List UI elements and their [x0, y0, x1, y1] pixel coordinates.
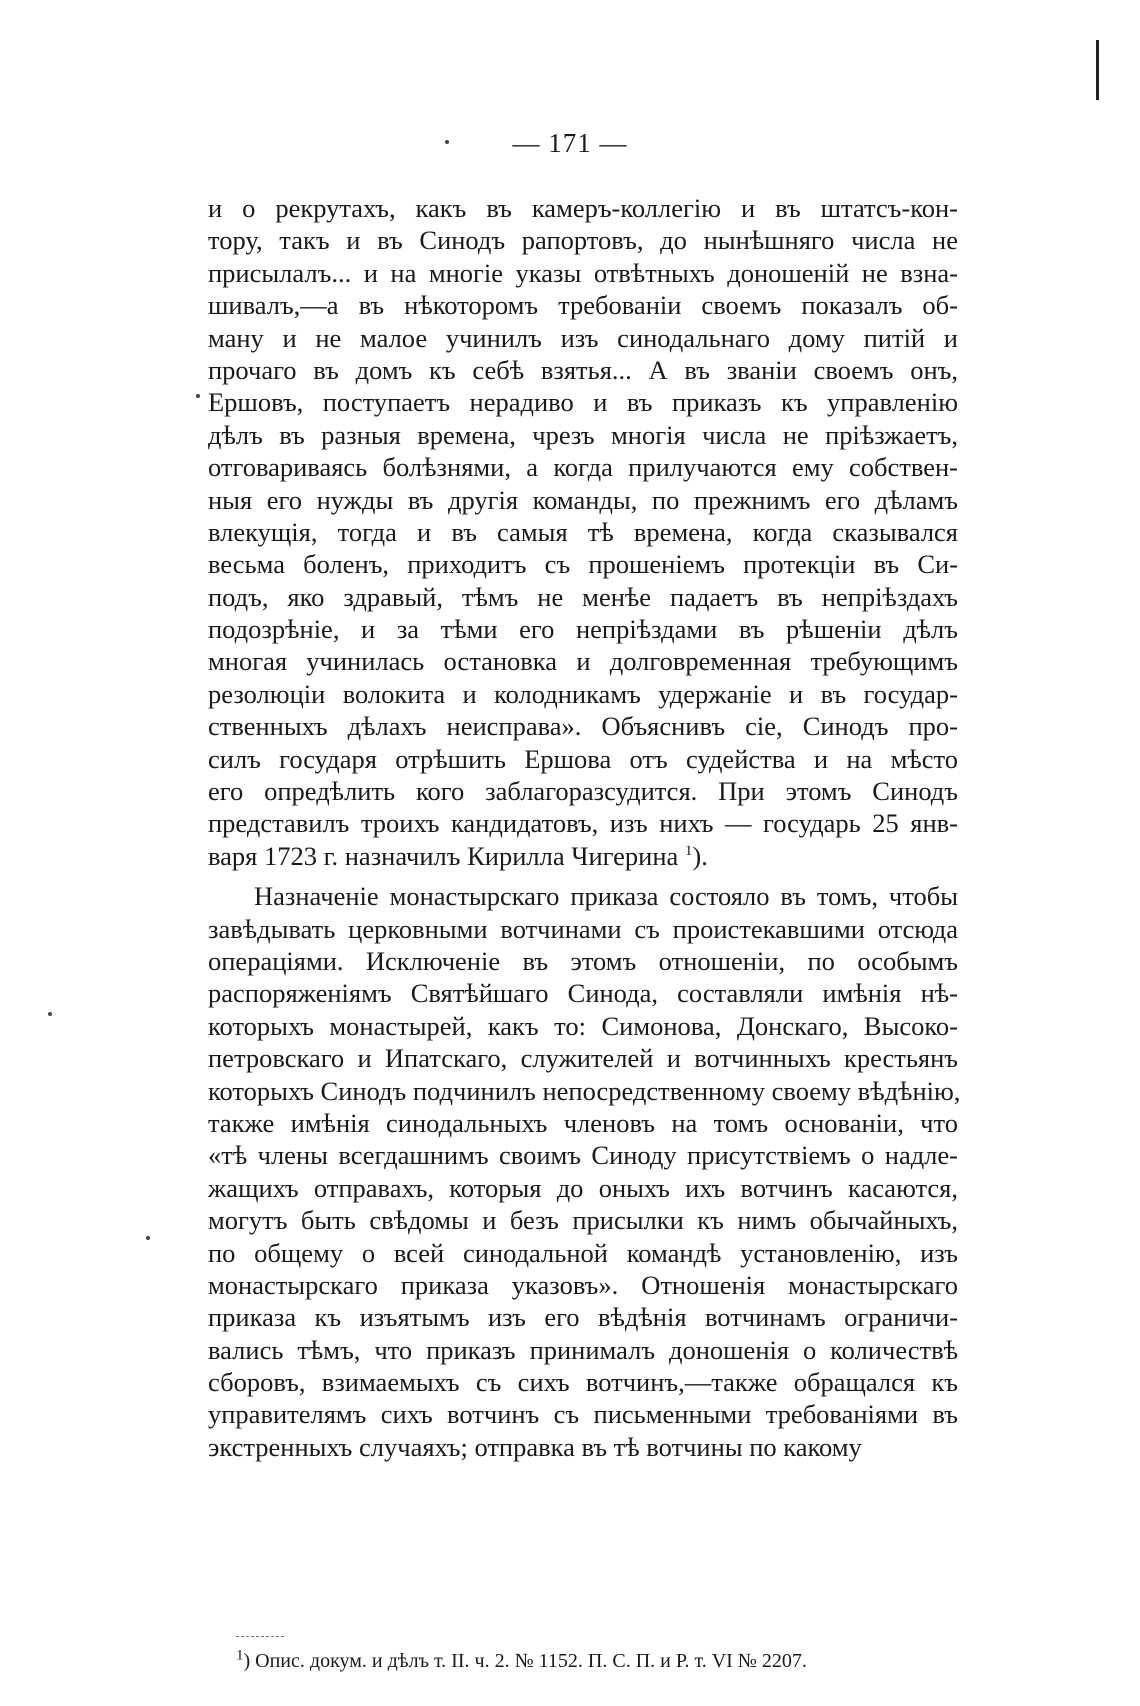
- text-line: которыхъ Синодъ подчинилъ непосредственному своему вѣдѣнію,: [208, 1075, 961, 1106]
- text-line: представилъ троихъ кандидатовъ, изъ нихъ — государь 25 янв-: [208, 808, 958, 839]
- paragraph-gap: [208, 872, 958, 880]
- text-line: его опредѣлить кого заблагоразсудится. При этомъ Синодъ: [208, 776, 958, 807]
- page-number: — 171 —: [512, 128, 628, 158]
- text-line: ныя его нужды въ другія команды, по прежнимъ его дѣламъ: [208, 484, 958, 515]
- text-line: резолюціи волокита и колодникамъ удержаніе и въ государ-: [208, 678, 958, 709]
- text-line: приказа къ изъятымъ изъ его вѣдѣнія вотчинамъ ограничи-: [208, 1302, 958, 1333]
- text-line: шивалъ,—а въ нѣкоторомъ требованіи своемъ показалъ об-: [208, 290, 958, 321]
- footnote-text: ) Опис. докум. и дѣлъ т. II. ч. 2. № 1152. П. С. П. и Р. т. VI № 2207.: [243, 1650, 807, 1672]
- text-line: подъ, яко здравый, тѣмъ не менѣе падаетъ въ непріѣздахъ: [208, 581, 958, 612]
- text-line: присылалъ... и на многіе указы отвѣтныхъ доношеній не взна-: [208, 257, 958, 288]
- text-line: жащихъ отправахъ, которыя до оныхъ ихъ вотчинъ касаются,: [208, 1172, 958, 1203]
- text-line: силъ государя отрѣшить Ершова отъ судейства и на мѣсто: [208, 743, 958, 774]
- text-line: распоряженіямъ Святѣйшаго Синода, составляли имѣнія нѣ-: [208, 978, 958, 1009]
- footnote-marker: 1: [236, 1647, 244, 1664]
- text-line: по общему о всей синодальной командѣ установленію, изъ: [208, 1237, 958, 1268]
- text-line: влекущія, тогда и въ самыя тѣ времена, когда сказывался: [208, 516, 958, 547]
- text-line: монастырскаго приказа указовъ». Отношенія монастырскаго: [208, 1269, 958, 1300]
- text-line: также имѣнія синодальныхъ членовъ на томъ основаніи, что: [208, 1107, 958, 1138]
- scan-speck: [146, 1236, 150, 1240]
- paragraph: [208, 880, 961, 1463]
- text-line: отговариваясь болѣзнями, а когда прилучаются ему собствен-: [208, 452, 958, 483]
- scan-speck: [48, 1012, 52, 1016]
- text-line: варя 1723 г. назначилъ Кирилла Чигерина: [208, 840, 679, 871]
- paragraph: [208, 192, 958, 872]
- text-line: ственныхъ дѣлахъ неисправа». Объяснивъ сіе, Синодъ про-: [208, 711, 958, 742]
- line-tail: ).: [692, 840, 708, 871]
- text-line: Назначеніе монастырскаго приказа состояло въ томъ, чтобы: [254, 881, 958, 912]
- footnote: [236, 1648, 956, 1674]
- footnote-rule: [236, 1636, 284, 1637]
- text-line: весьма боленъ, приходитъ съ прошеніемъ протекціи въ Си-: [208, 549, 958, 580]
- text-line: завѣдывать церковными вотчинами съ проистекавшими отсюда: [208, 913, 958, 944]
- text-line: подозрѣніе, и за тѣми его непріѣздами въ рѣшеніи дѣлъ: [208, 614, 958, 645]
- text-line: управителямъ сихъ вотчинъ съ письменными требованіями въ: [208, 1399, 958, 1430]
- body-text: [208, 192, 961, 1463]
- text-line: и о рекрутахъ, какъ въ камеръ-коллегію и въ штатсъ-кон-: [208, 193, 958, 223]
- scan-speck: [196, 394, 200, 398]
- text-line: тору, такъ и въ Синодъ рапортовъ, до нынѣшняго числа не: [208, 225, 958, 256]
- text-line: «тѣ члены всегдашнимъ своимъ Синоду присутствіемъ о надле-: [208, 1140, 958, 1171]
- text-line: петровскаго и Ипатскаго, служителей и вотчинныхъ крестьянъ: [208, 1043, 958, 1074]
- text-line: экстренныхъ случаяхъ; отправка въ тѣ вотчины по какому: [208, 1431, 862, 1462]
- text-line: ману и не малое учинилъ изъ синодальнаго дому питій и: [208, 322, 958, 353]
- text-line: многая учинилась остановка и долговременная требующимъ: [208, 646, 958, 677]
- text-line: прочаго въ домъ къ себѣ взятья... А въ званіи своемъ онъ,: [208, 354, 958, 385]
- text-line: которыхъ монастырей, какъ то: Симонова, Донскаго, Высоко-: [208, 1010, 958, 1041]
- scan-edge-mark: [1096, 40, 1099, 100]
- text-line: могутъ быть свѣдомы и безъ присылки къ нимъ обычайныхъ,: [208, 1205, 958, 1236]
- text-line: дѣлъ въ разныя времена, чрезъ многія числа не пріѣзжаетъ,: [208, 419, 958, 450]
- text-line: сборовъ, взимаемыхъ съ сихъ вотчинъ,—также обращался къ: [208, 1367, 958, 1398]
- text-line: операціями. Исключеніе въ этомъ отношеніи, по особымъ: [208, 945, 958, 976]
- footnote-reference: 1: [684, 842, 693, 859]
- text-line: Ершовъ, поступаетъ нерадиво и въ приказъ къ управленію: [208, 387, 958, 418]
- text-line-with-note: [208, 840, 958, 872]
- text-line: вались тѣмъ, что приказъ принималъ доношенія о количествѣ: [208, 1334, 958, 1365]
